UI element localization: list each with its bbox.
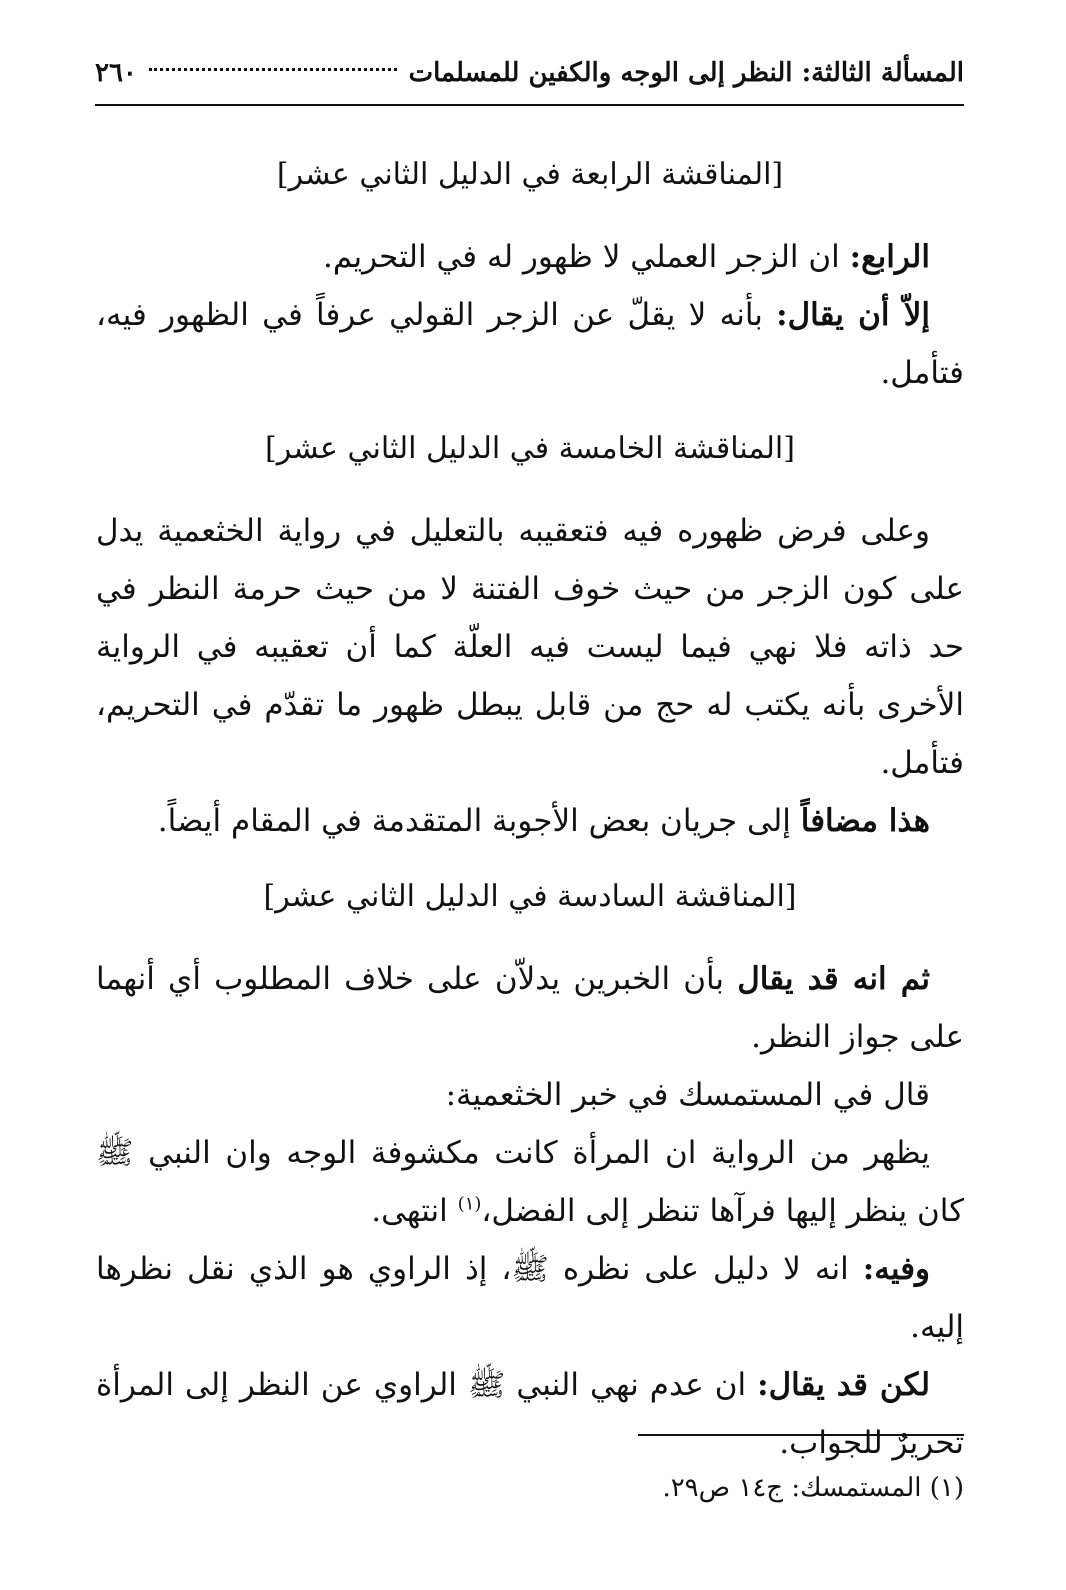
lead-text: الرابع: (849, 239, 930, 275)
lead-text: إلاّ أن يقال: (776, 297, 930, 333)
body-text: إلى جريان بعض الأجوبة المتقدمة في المقام أيضاً. (157, 803, 801, 839)
body-text: يظهر من الرواية ان المرأة كانت مكشوفة الوجه وان النبي ﷺ كان ينظر إليها فرآها تنظر إلى الفضل، (96, 1135, 964, 1229)
footnote: (١) المستمسك: ج١٤ ص٢٩. (662, 1473, 964, 1503)
lead-text: ثم انه قد يقال (737, 961, 930, 997)
paragraph (96, 950, 964, 1066)
section-heading: [المناقشة السادسة في الدليل الثاني عشر] (263, 879, 797, 914)
running-title: المسألة الثالثة: النظر إلى الوجه والكفين للمسلمات (408, 58, 964, 88)
section-sixth-discussion (96, 868, 964, 1472)
section-fifth-discussion (96, 420, 964, 850)
footnote-separator (638, 1434, 964, 1436)
section-fourth-discussion (96, 146, 964, 402)
body-text: وعلى فرض ظهوره فيه فتعقيبه بالتعليل في رواية الخثعمية يدل على كون الزجر من حيث خوف الفتنة لا من حيث حرمة النظر في حد ذاته فلا نهي فيما ليست فيه العلّة كما أن تعقيبه في الرواية الأخرى بأنه يكتب له حج من قابل يبطل ظهور ما تقدّم في التحريم، فتأمل. (96, 513, 964, 781)
body-text: بأنه لا يقلّ عن الزجر القولي عرفاً في الظهور فيه، فتأمل. (96, 297, 964, 391)
paragraph (96, 792, 964, 850)
paragraph (96, 286, 964, 402)
body-text: ان الزجر العملي لا ظهور له في التحريم. (322, 239, 850, 275)
paragraph (96, 502, 964, 792)
section-heading: [المناقشة الرابعة في الدليل الثاني عشر] (276, 157, 784, 192)
body-text: قال في المستمسك في خبر الخثعمية: (445, 1077, 930, 1113)
lead-text: هذا مضافاً (800, 803, 930, 839)
dotted-leader (149, 68, 397, 71)
body-text-tail: انتهى. (371, 1193, 458, 1229)
paragraph (96, 228, 964, 286)
page-number: ٢٦٠ (95, 58, 137, 88)
paragraph (96, 1124, 964, 1240)
running-header (95, 50, 964, 106)
lead-text: وفيه: (862, 1251, 930, 1287)
footnote-marker: (١) (457, 1193, 482, 1215)
body-text: انه لا دليل على نظره ﷺ، إذ الراوي هو الذي نقل نظرها إليه. (96, 1251, 964, 1345)
body-text: ان عدم نهي النبي ﷺ الراوي عن النظر إلى المرأة تحريرٌ للجواب. (96, 1367, 964, 1461)
lead-text: لكن قد يقال: (757, 1367, 931, 1403)
paragraph (96, 1356, 964, 1472)
paragraph (96, 1240, 964, 1356)
section-heading: [المناقشة الخامسة في الدليل الثاني عشر] (265, 431, 795, 466)
paragraph (96, 1066, 964, 1124)
page-content (96, 140, 964, 1472)
body-text: بأن الخبرين يدلاّن على خلاف المطلوب أي أنهما على جواز النظر. (96, 961, 964, 1055)
